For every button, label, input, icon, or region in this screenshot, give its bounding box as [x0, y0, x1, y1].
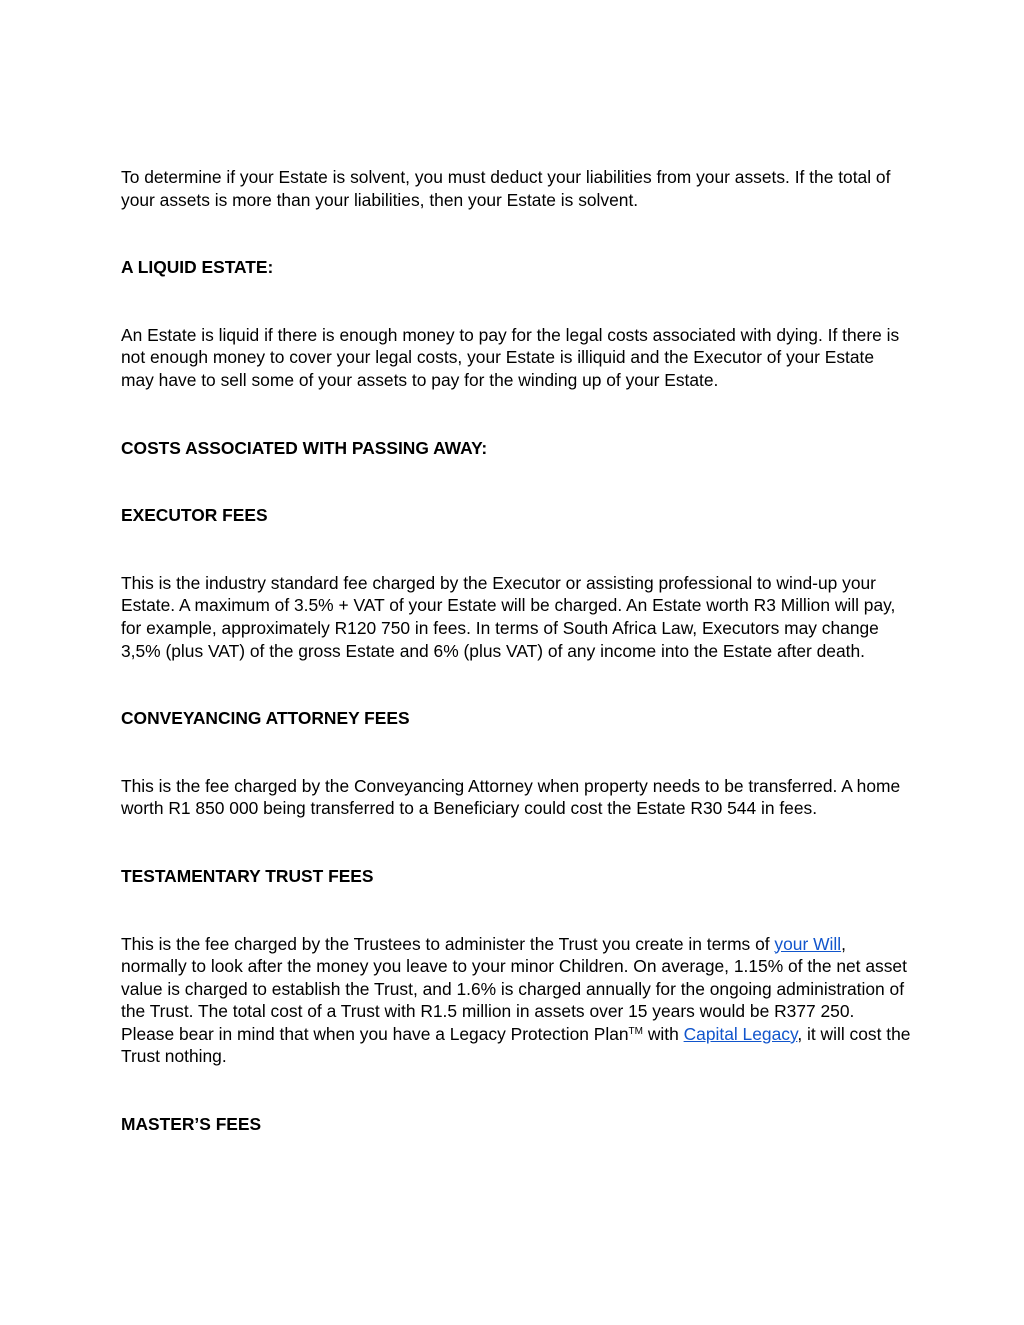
liquid-estate-heading: A LIQUID ESTATE:	[121, 257, 274, 278]
liquid-estate-paragraph: An Estate is liquid if there is enough money to pay for the legal costs associated with dying. If there is not enough money to cover your legal costs, your Estate is illiquid and the Executor of your Estate may have to sell some of your assets to pay for the winding up of your Estate.	[121, 324, 900, 390]
capital-legacy-link[interactable]: Capital Legacy	[683, 1023, 798, 1044]
trademark-superscript: TM	[628, 1025, 643, 1037]
trust-text-part4: , it will cost the Trust nothing.	[121, 1023, 911, 1067]
costs-heading: COSTS ASSOCIATED WITH PASSING AWAY:	[121, 437, 488, 458]
executor-fees-heading: EXECUTOR FEES	[121, 505, 268, 526]
masters-fees-heading: MASTER’S FEES	[121, 1114, 262, 1135]
trust-text-part2: , normally to look after the money you leave to your minor Children. On average, 1.15% of the net asset value is charged to establish the Trust, and 1.6% is charged annually for the ongoing administration of the Trust. The total cost of a Trust with R1.5 million in assets over 15 years would be R377 250. Please bear in mind that when you have a Legacy Protection Plan	[121, 933, 907, 1044]
document-page	[121, 166, 911, 1136]
executor-fees-paragraph: This is the industry standard fee charged by the Executor or assisting professional to wind-up your Estate. A maximum of 3.5% + VAT of your Estate will be charged. An Estate worth R3 Million will pay, for example, approximately R120 750 in fees. In terms of South Africa Law, Executors may change 3,5% (plus VAT) of the gross Estate and 6% (plus VAT) of any income into the Estate after death.	[121, 572, 896, 661]
conveyancing-fees-heading: CONVEYANCING ATTORNEY FEES	[121, 708, 410, 729]
your-will-link[interactable]: your Will	[774, 933, 842, 954]
intro-paragraph: To determine if your Estate is solvent, you must deduct your liabilities from your assets. If the total of your assets is more than your liabilities, then your Estate is solvent.	[121, 167, 891, 210]
trust-text-part1: This is the fee charged by the Trustees to administer the Trust you create in terms of	[121, 933, 775, 954]
trust-text-part3: with	[643, 1023, 684, 1044]
trust-fees-heading: TESTAMENTARY TRUST FEES	[121, 865, 374, 886]
trust-fees-paragraph	[121, 933, 911, 1069]
conveyancing-fees-paragraph: This is the fee charged by the Conveyancing Attorney when property needs to be transferred. A home worth R1 850 000 being transferred to a Beneficiary could cost the Estate R30 544 in fees.	[121, 775, 901, 819]
